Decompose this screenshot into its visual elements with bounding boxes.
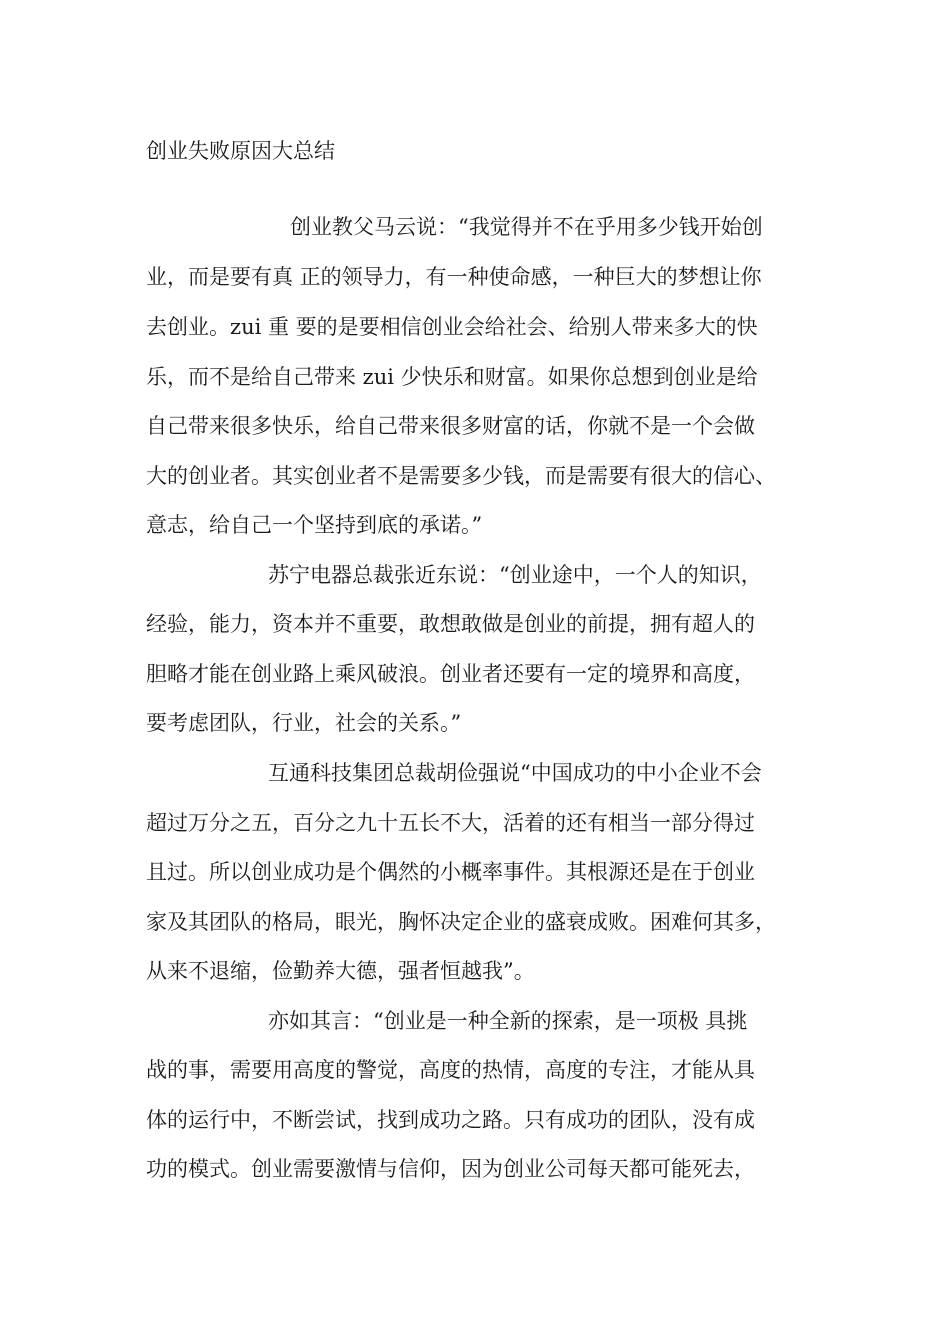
paragraph-line: 从来不退缩，俭勤养大德，强者恒越我”。 — [146, 959, 535, 983]
paragraph-line: 胆略才能在创业路上乘风破浪。创业者还要有一定的境界和高度， — [146, 662, 755, 686]
paragraph-line: 业，而是要有真 正的领导力，有一种使命感，一种巨大的梦想让你 — [146, 265, 762, 289]
paragraph-line: 大的创业者。其实创业者不是需要多少钱，而是需要有很大的信心、 — [146, 464, 776, 488]
paragraph-line: 功的模式。创业需要激情与信仰，因为创业公司每天都可能死去， — [146, 1157, 755, 1181]
paragraph-line: 体的运行中，不断尝试，找到成功之路。只有成功的团队，没有成 — [146, 1108, 755, 1132]
paragraph-line: 互通科技集团总裁胡俭强说“中国成功的中小企业不会 — [268, 761, 762, 785]
paragraph-line: 意志，给自己一个坚持到底的承诺。” — [146, 513, 483, 537]
paragraph-line: 经验，能力，资本并不重要，敢想敢做是创业的前提，拥有超人的 — [146, 612, 755, 636]
paragraph-line: 战的事，需要用高度的警觉，高度的热情，高度的专注，才能从具 — [146, 1058, 755, 1082]
paragraph-line: 自己带来很多快乐，给自己带来很多财富的话，你就不是一个会做 — [146, 414, 755, 438]
document-title: 创业失败原因大总结 — [146, 139, 335, 163]
paragraph-line: 要考虑团队，行业，社会的关系。” — [146, 711, 462, 735]
paragraph-line: 乐，而不是给自己带来 zui 少快乐和财富。如果你总想到创业是给 — [146, 365, 758, 389]
paragraph-line: 苏宁电器总裁张近东说：“创业途中，一个人的知识， — [268, 563, 762, 587]
paragraph-line: 创业教父马云说：“我觉得并不在乎用多少钱开始创 — [290, 215, 763, 239]
paragraph-line: 亦如其言：“创业是一种全新的探索，是一项极 具挑 — [268, 1009, 748, 1033]
paragraph-line: 家及其团队的格局，眼光，胸怀决定企业的盛衰成败。困难何其多， — [146, 910, 776, 934]
paragraph-line: 去创业。zui 重 要的是要相信创业会给社会、给别人带来多大的快 — [146, 315, 758, 339]
paragraph-line: 且过。所以创业成功是个偶然的小概率事件。其根源还是在于创业 — [146, 860, 755, 884]
paragraph-line: 超过万分之五，百分之九十五长不大，活着的还有相当一部分得过 — [146, 811, 755, 835]
